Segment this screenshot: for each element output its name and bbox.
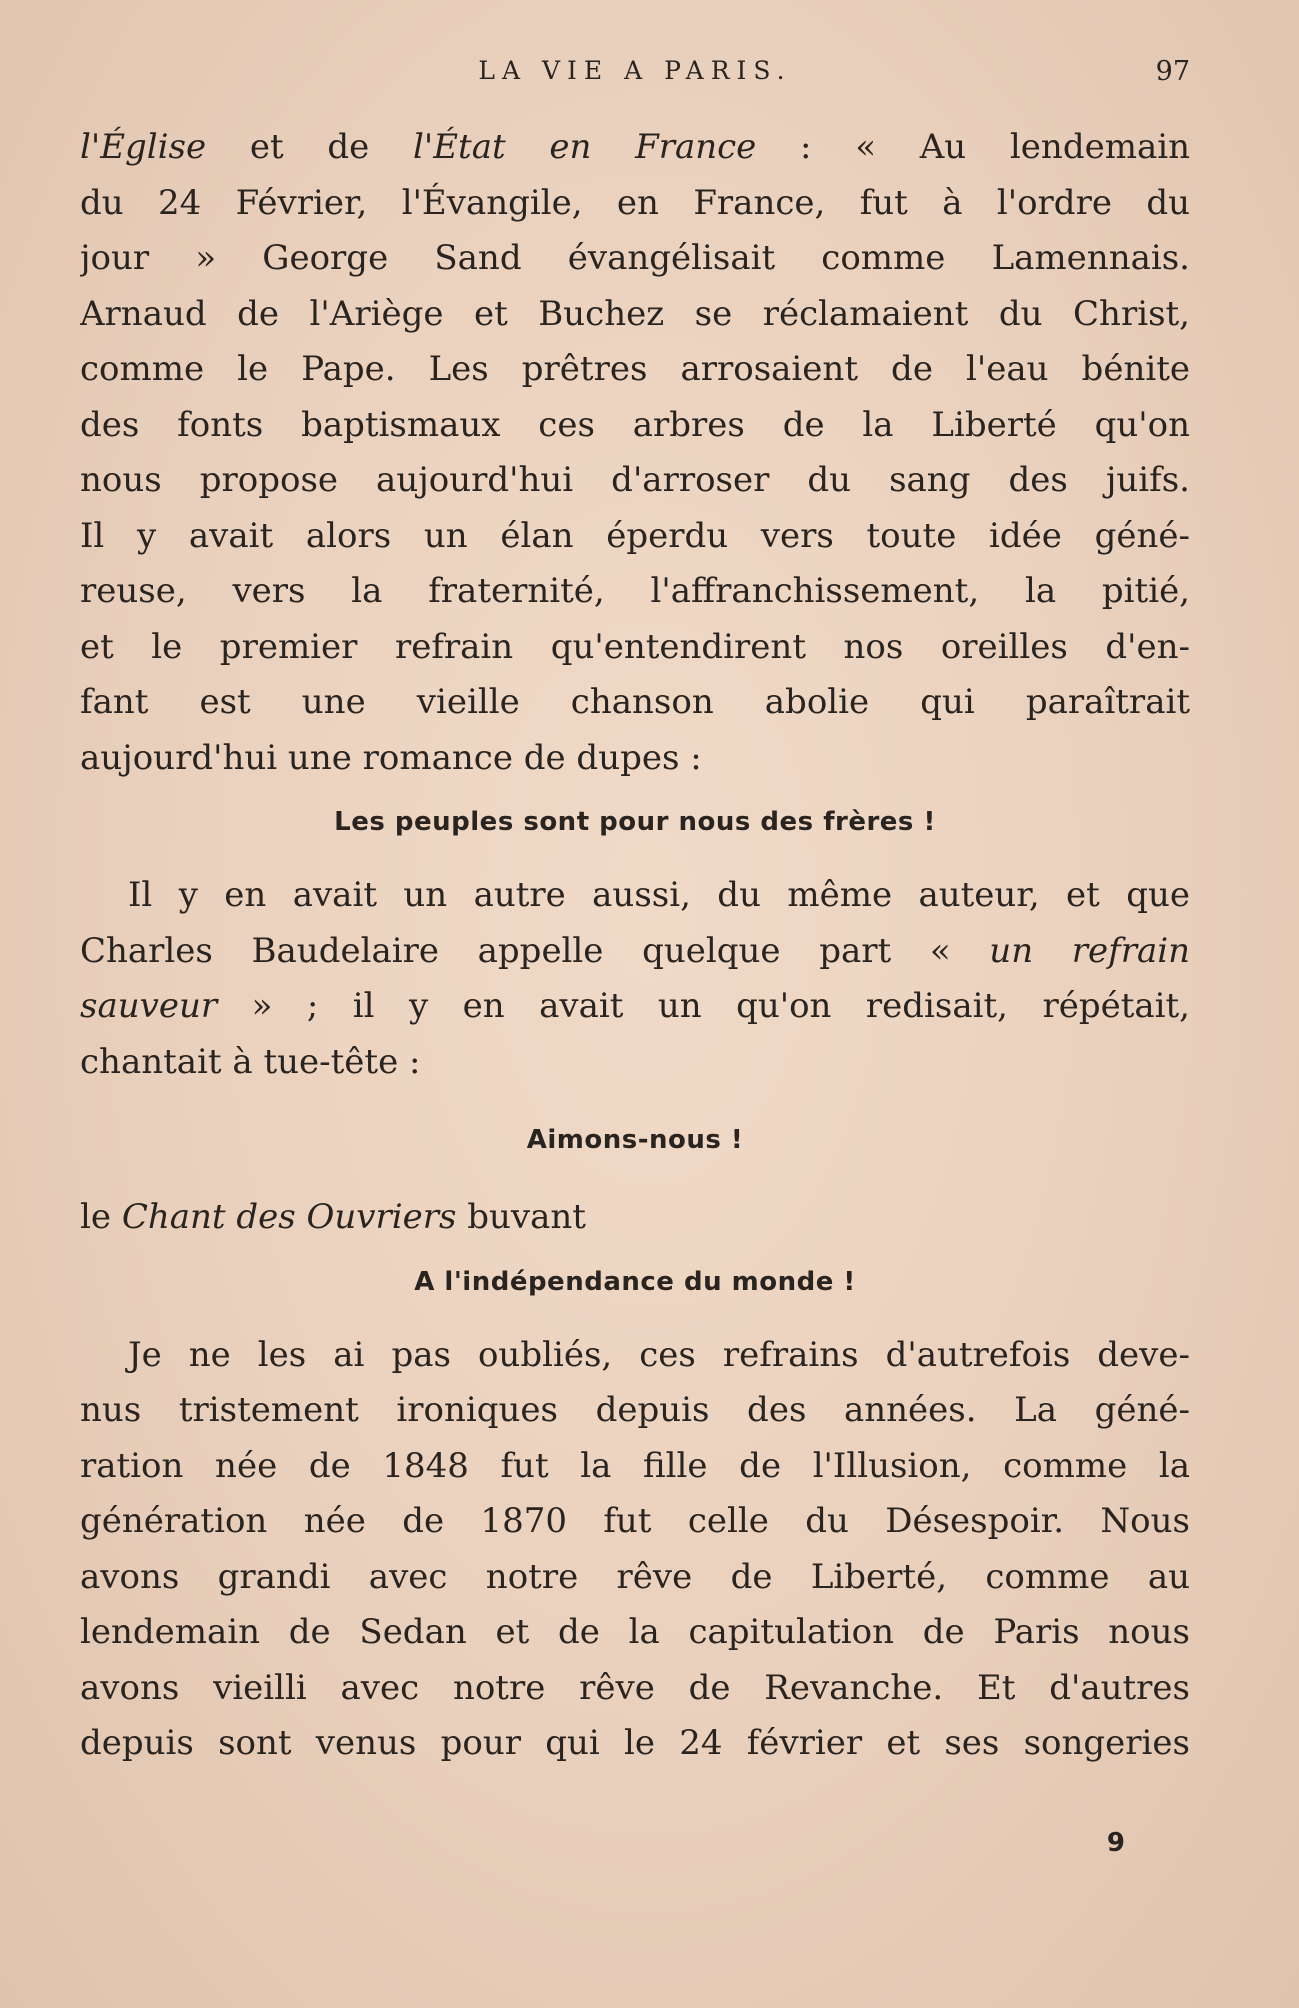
text-span: » ; il y en avait un qu'on redisait, répétait, [217, 986, 1190, 1026]
text-span: : « Au lendemain [756, 127, 1190, 167]
paragraph-1 [80, 120, 1190, 786]
verse-quotation: A l'indépendance du monde ! [414, 1266, 856, 1297]
text-line: avons grandi avec notre rêve de Liberté, comme au [80, 1556, 1190, 1597]
spacer [80, 786, 1190, 802]
text-span: et de [206, 127, 413, 167]
paragraph-2 [80, 868, 1190, 1090]
text-line [80, 979, 1190, 1035]
spacer [80, 1246, 1190, 1262]
text-line: comme le Pape. Les prêtres arrosaient de l'eau bénite [80, 349, 1190, 389]
text-line [80, 1190, 1190, 1246]
verse-quotation: Les peuples sont pour nous des frères ! [334, 807, 936, 837]
text-line: reuse, vers la fraternité, l'affranchissement, la pitié, [80, 571, 1190, 611]
text-span: buvant [456, 1197, 586, 1237]
text-line: Arnaud de l'Ariège et Buchez se réclamaient du Christ, [80, 293, 1190, 334]
running-title: LA VIE A PARIS. [478, 56, 792, 85]
text-line: chantait à tue-tête : [80, 1041, 421, 1082]
spacer [80, 1090, 1190, 1120]
text-line: et le premier refrain qu'entendirent nos oreilles d'en- [80, 626, 1190, 667]
italic-phrase: un refrain [989, 930, 1190, 971]
text-span: le [80, 1197, 122, 1237]
italic-phrase: l'État en France [413, 127, 757, 167]
spacer [80, 1160, 1190, 1190]
text-line: du 24 Février, l'Évangile, en France, fut à l'ordre du [80, 182, 1190, 223]
text-line: lendemain de Sedan et de la capitulation de Paris nous [80, 1612, 1190, 1652]
italic-phrase: sauveur [80, 986, 218, 1026]
text-line: aujourd'hui une romance de dupes : [80, 737, 702, 778]
verse-quotation: Aimons-nous ! [526, 1125, 744, 1155]
text-line: Je ne les ai pas oubliés, ces refrains d'autrefois deve- [128, 1334, 1190, 1375]
spacer [80, 1302, 1190, 1328]
spacer [80, 842, 1190, 868]
text-line: des fonts baptismaux ces arbres de la Liberté qu'on [80, 404, 1190, 445]
text-line: nus tristement ironiques depuis des années. La géné- [80, 1390, 1190, 1430]
body-text [80, 120, 1190, 1772]
text-line [80, 924, 1190, 980]
text-line: avons vieilli avec notre rêve de Revanche. Et d'autres [80, 1667, 1190, 1708]
text-line: Il y avait alors un élan éperdu vers toute idée géné- [80, 515, 1190, 556]
signature-mark: 9 [1106, 1828, 1125, 1858]
text-line: depuis sont venus pour qui le 24 février et ses songeries [80, 1723, 1190, 1763]
italic-phrase: Chant des Ouvriers [121, 1197, 457, 1237]
text-line: nous propose aujourd'hui d'arroser du sang des juifs. [80, 460, 1190, 500]
paragraph-4 [80, 1328, 1190, 1772]
text-line [80, 120, 1190, 176]
page-number: 97 [1155, 56, 1190, 87]
text-line: génération née de 1870 fut celle du Désespoir. Nous [80, 1501, 1190, 1541]
text-line: ration née de 1848 fut la fille de l'Illusion, comme la [80, 1445, 1190, 1486]
paragraph-3 [80, 1190, 1190, 1246]
text-line: Il y en avait un autre aussi, du même auteur, et que [128, 875, 1190, 915]
page-header [80, 56, 1190, 96]
text-line: fant est une vieille chanson abolie qui paraîtrait [80, 682, 1190, 722]
text-line: jour » George Sand évangélisait comme Lamennais. [80, 238, 1190, 278]
italic-phrase: l'Église [80, 127, 207, 167]
text-span: Charles Baudelaire appelle quelque part « [80, 930, 990, 971]
